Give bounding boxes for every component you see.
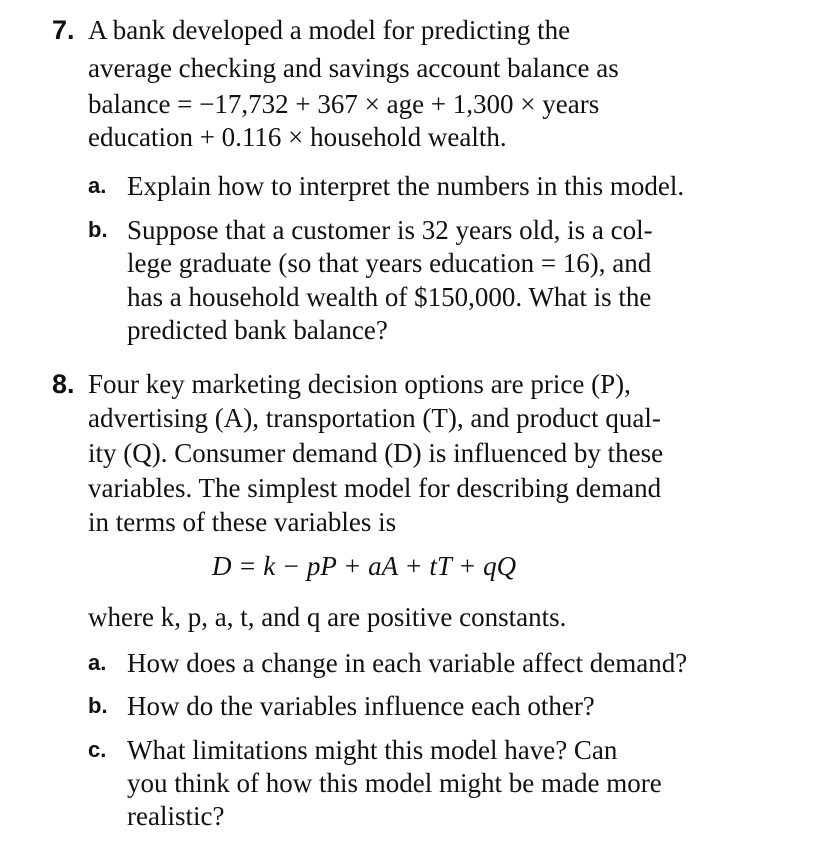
question-8b-line-1: How do the variables influence each other? <box>127 691 595 721</box>
question-8-number: 8. <box>52 369 75 399</box>
question-7-number: 7. <box>52 15 75 45</box>
question-8-line-1: Four key marketing decision options are price (P), <box>88 369 631 399</box>
question-7b-line-1: Suppose that a customer is 32 years old, is a col- <box>127 215 653 245</box>
question-8c-line-1: What limitations might this model have? Can <box>127 735 618 765</box>
question-7-line-4: education + 0.116 × household wealth. <box>88 122 507 152</box>
question-7-line-3: balance = −17,732 + 367 × age + 1,300 × years <box>88 89 600 119</box>
question-8-line-2: advertising (A), transportation (T), and product qual- <box>88 403 661 433</box>
question-8b-label: b. <box>88 693 108 718</box>
demand-equation: D = k − pP + aA + tT + qQ <box>212 551 517 581</box>
question-8-where-line: where k, p, a, t, and q are positive constants. <box>88 602 567 632</box>
question-7-line-2: average checking and savings account balance as <box>88 53 619 83</box>
question-7b-line-2: lege graduate (so that years education = 16), and <box>127 248 652 278</box>
question-8a-line-1: How does a change in each variable affect demand? <box>127 648 688 678</box>
question-8-line-5: in terms of these variables is <box>88 507 397 537</box>
question-7b-line-3: has a household wealth of $150,000. What is the <box>127 282 652 312</box>
question-8c-label: c. <box>88 737 107 762</box>
question-7a-label: a. <box>88 173 107 198</box>
q7-line-1-text: A bank developed a model for predicting the <box>88 15 571 45</box>
question-8-line-3: ity (Q). Consumer demand (D) is influenced by these <box>88 438 664 468</box>
question-8a-label: a. <box>88 650 107 675</box>
question-7-line-1 <box>88 14 710 46</box>
question-8c-line-3: realistic? <box>127 801 225 831</box>
question-8-line-4: variables. The simplest model for describing demand <box>88 473 662 503</box>
question-7a-line-1: Explain how to interpret the numbers in this model. <box>127 171 685 201</box>
question-8c-line-2: you think of how this model might be made more <box>127 768 662 798</box>
question-7b-label: b. <box>88 217 108 242</box>
question-7b-line-4: predicted bank balance? <box>127 315 388 345</box>
